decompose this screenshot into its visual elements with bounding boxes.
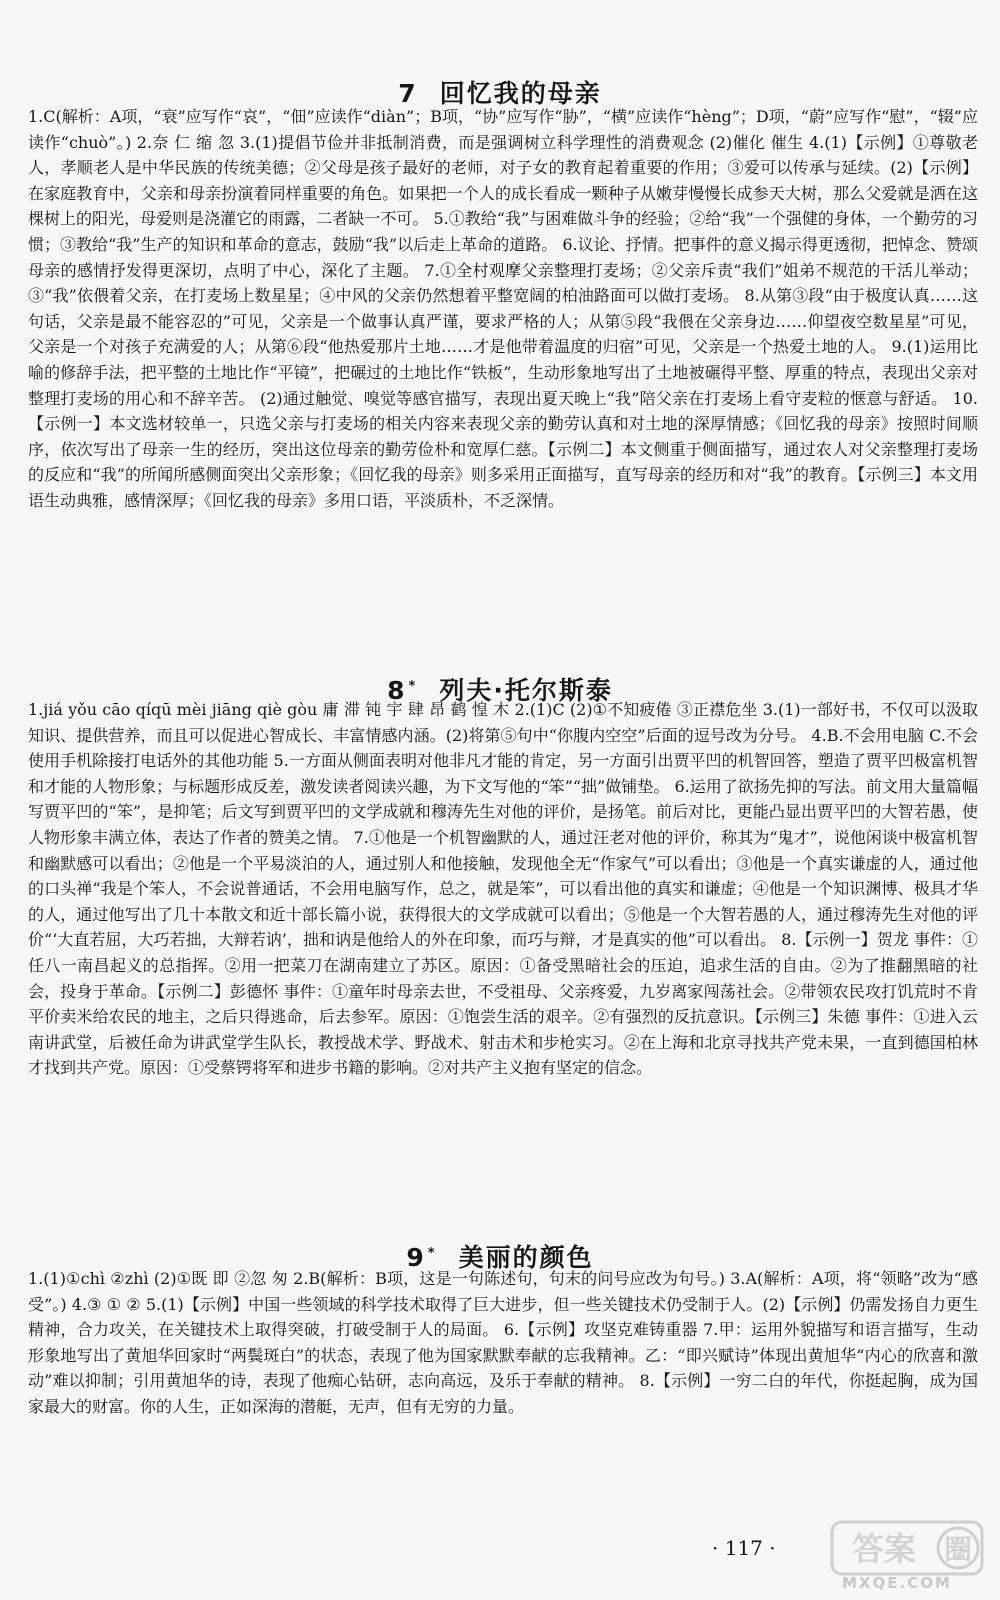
section-7-answers: 1.C(解析：A项，“衰”应写作“哀”，“佃”应读作“diàn”；B项，“协”应写作“胁”，“横”应读作“hèng”；D项，“蔚”应写作“慰”，“辍”应读作“chuò”。) 2.奈 仁 缩 忽 3.(1)提倡节俭并非抵制消费，而是强调树立科学理性的消费观念 (2)催化 催生 4.(1)【示例】①尊敬老人，孝顺老人是中华民族的传统美德；②父母是孩子最好的老师，对子女的教育起着重要的作用；③爱可以传承与延续。(2)【示例】在家庭教育中，父亲和母亲扮演着同样重要的角色。如果把一个人的成长看成一颗种子从嫩芽慢慢长成参天大树，那么父爱就是洒在这棵树上的阳光，母爱则是浇灌它的雨露，二者缺一不可。 5.①教给“我”与困难做斗争的经验；②给“我”一个强健的身体，一个勤劳的习惯；③教给“我”生产的知识和革命的意志，鼓励“我”以后走上革命的道路。 6.议论、抒情。把事件的意义揭示得更透彻，把悼念、赞颂母亲的感情抒发得更深切，点明了中心，深化了主题。 7.①全村观摩父亲整理打麦场；②父亲斥责“我们”姐弟不规范的干活儿举动；③“我”依偎着父亲，在打麦场上数星星；④中风的父亲仍然想着平整宽阔的柏油路面可以做打麦场。 8.从第③段“由于极度认真……这句话，父亲是最不能容忍的”可见，父亲是一个做事认真严谨，要求严格的人；从第⑤段“我偎在父亲身边……仰望夜空数星星”可见，父亲是一个对孩子充满爱的人；从第⑥段“他热爱那片土地……才是他带着温度的归宿”可见，父亲是一个热爱土地的人。 9.(1)运用比喻的修辞手法，把平整的土地比作“平镜”，把碾过的土地比作“铁板”，生动形象地写出了土地被碾得平整、厚重的特点，表现出父亲对整理打麦场的用心和不辞辛苦。 (2)通过触觉、嗅觉等感官描写，表现出夏天晚上“我”陪父亲在打麦场上看守麦粒的惬意与舒适。 10.【示例一】本文选材较单一，只选父亲与打麦场的相关内容来表现父亲的勤劳认真和对土地的深厚情感；《回忆我的母亲》按照时间顺序，依次写出了母亲一生的经历，突出这位母亲的勤劳俭朴和宽厚仁慈。【示例二】本文侧重于侧面描写，通过农人对父亲整理打麦场的反应和“我”的所闻所感侧面突出父亲形象；《回忆我的母亲》则多采用正面描写，直写母亲的经历和对“我”的教育。【示例三】本文用语生动典雅，感情深厚；《回忆我的母亲》多用口语，平淡质朴，不乏深情。 [28,107,978,510]
section-8-name: 列夫·托尔斯泰 [439,676,613,705]
section-7-number: 7 [398,79,418,108]
section-9-answers: 1.(1)①chì ②zhì (2)①既 即 ②忽 匆 2.B(解析：B项，这是一句陈述句，句末的问号应改为句号。) 3.A(解析：A项，将“领略”改为“感受”。) 4.③ ① ② 5.(1)【示例】中国一些领域的科学技术取得了巨大进步，但一些关键技术仍受制于人。(2)【示例】仍需发扬自力更生精神，合力攻关，在关键技术上取得突破，打破受制于人的局面。 6.【示例】攻坚克难铸重器 7.甲：运用外貌描写和语言描写，生动形象地写出了黄旭华回家时“两鬓斑白”的状态，表现了他为国家默默奉献的忘我精神。乙：“即兴赋诗”体现出黄旭华“内心的欣喜和激动”难以抑制；引用黄旭华的诗，表现了他痴心钻研，志向高远，及乐于奉献的精神。 8.【示例】一穷二白的年代，你挺起胸，成为国家最大的财富。你的人生，正如深海的潜艇，无声，但有无穷的力量。 [28,1269,978,1416]
section-9-name: 美丽的颜色 [458,1243,594,1272]
svg-text:圈: 圈 [943,1533,973,1566]
watermark-site: MXQE.COM [842,1574,952,1592]
optional-mark: * [427,1245,437,1261]
section-8-answers: 1.jiá yǒu cāo qíqū mèi jiāng qiè gòu 庸 滞 钝 宇 肆 昂 鹤 惶 木 2.(1)C (2)①不知疲倦 ③正襟危坐 3.(1)一部好书，不仅可以汲取知识、提供营养，而且可以促进心智成长、丰富情感内涵。(2)将第⑤句中“你腹内空空”后面的逗号改为分号。 4.B.不会用电脑 C.不会使用手机除接打电话外的其他功能 5.一方面从侧面表明对他非凡才能的肯定，另一方面引出贾平凹的机智回答，塑造了贾平凹极富机智和才能的人物形象；与标题形成反差，激发读者阅读兴趣，为下文写他的“笨”“拙”做铺垫。 6.运用了欲扬先抑的写法。前文用大量篇幅写贾平凹的“笨”，是抑笔；后文写到贾平凹的文学成就和穆涛先生对他的评价，是扬笔。前后对比，更能凸显出贾平凹的大智若愚，使人物形象丰满立体，表达了作者的赞美之情。 7.①他是一个机智幽默的人，通过汪老对他的评价，称其为“鬼才”，说他闲谈中极富机智和幽默感可以看出；②他是一个平易淡泊的人，通过别人和他接触，发现他全无“作家气”可以看出；③他是一个真实谦虚的人，通过他的口头禅“我是个笨人，不会说普通话，不会用电脑写作，总之，就是笨”，可以看出他的真实和谦虚；④他是一个知识渊博、极具才华的人，通过他写出了几十本散文和近十部长篇小说，获得很大的文学成就可以看出；⑤他是一个大智若愚的人，通过穆涛先生对他的评价“‘大直若屈，大巧若拙，大辩若讷’，拙和讷是他给人的外在印象，而巧与辩，才是真实的他”可以看出。 8.【示例一】贺龙 事件：①任八一南昌起义的总指挥。②用一把菜刀在湖南建立了苏区。原因：①备受黑暗社会的压迫，追求生活的自由。②为了推翻黑暗的社会，投身于革命。【示例二】彭德怀 事件：①童年时母亲去世，不受祖母、父亲疼爱，九岁离家闯荡社会。②带领农民攻打饥荒时不肯平价卖米给农民的地主，之后只得逃命，后去参军。原因：①饱尝生活的艰辛。②有强烈的反抗意识。【示例三】朱德 事件：①进入云南讲武堂，后被任命为讲武堂学生队长，教授战术学、野战术、射击术和步枪实习。②在上海和北京寻找共产党未果，一直到德国柏林才找到共产党。原因：①受蔡锷将军和进步书籍的影响。②对共产主义抱有坚定的信念。 [28,700,978,1078]
section-7-name: 回忆我的母亲 [439,79,602,108]
section-8-number: 8 * [387,676,418,705]
section-9-number: 9 * [406,1243,437,1272]
optional-mark: * [408,678,418,694]
svg-text:答案: 答案 [851,1530,917,1568]
page-number: · 117 · [712,1536,776,1560]
